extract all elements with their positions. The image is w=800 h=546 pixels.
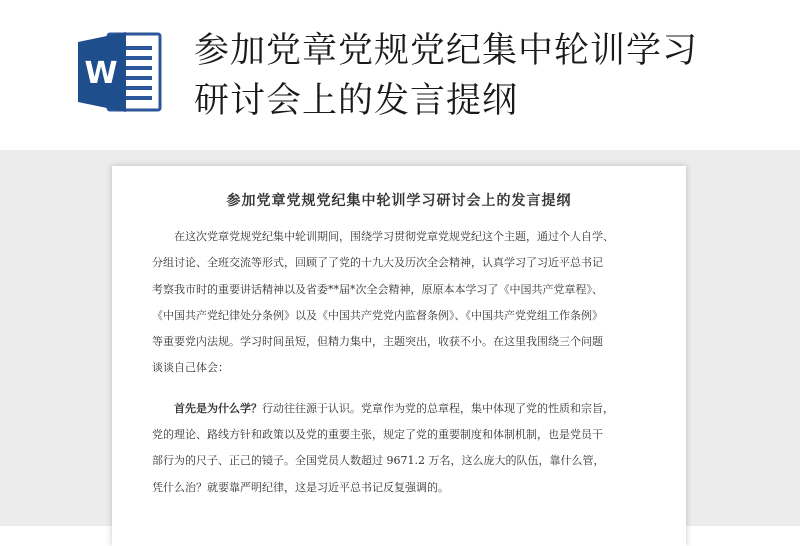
banner-title — [194, 26, 774, 126]
paragraph-line: 部行为的尺子、正己的镜子。全国党员人数超过 9671.2 万名，这么庞大的队伍，靠什么管， — [152, 454, 605, 468]
paragraph-line: 党的理论、路线方针和政策以及党的重要主张，规定了党的重要制度和体制机制，也是党员干 — [152, 428, 603, 442]
paragraph-line: 凭什么治？就要靠严明纪律，这是习近平总书记反复强调的。 — [152, 480, 449, 494]
paragraph-line — [152, 396, 650, 422]
word-document-icon — [76, 30, 164, 114]
document-page — [112, 166, 686, 546]
paragraph-line: 《中国共产党纪律处分条例》以及《中国共产党党内监督条例》、《中国共产党党组工作条例》 — [152, 308, 603, 322]
banner-title-line-2: 研讨会上的发言提纲 — [194, 81, 519, 121]
word-icon-letter: W — [84, 56, 118, 91]
paragraph-line: 考察我市时的重要讲话精神以及省委**届*次全会精神，原原本本学习了《中国共产党章程》、 — [152, 282, 603, 296]
document-heading: 参加党章党规党纪集中轮训学习研讨会上的发言提纲 — [226, 193, 572, 209]
paragraph-2 — [152, 396, 650, 501]
paragraph-line: 在这次党章党规党纪集中轮训期间，围绕学习贯彻党章党规党纪这个主题，通过个人自学、 — [174, 230, 614, 243]
paragraph-line: 等重要党内法规。学习时间虽短，但精力集中，主题突出，收获不小。在这里我围绕三个问题 — [152, 335, 603, 349]
paragraph-lead: 首先是为什么学？ — [174, 401, 262, 415]
paragraph-line: 谈谈自己体会： — [152, 361, 229, 375]
document-body — [152, 224, 650, 501]
paragraph-line: 分组讨论、全班交流等形式，回顾了了党的十九大及历次全会精神，认真学习了习近平总书记 — [152, 256, 603, 270]
paragraph-1 — [152, 224, 650, 382]
paragraph-text: 行动往往源于认识。党章作为党的总章程，集中体现了党的性质和宗旨， — [262, 401, 614, 415]
banner-title-line-1: 参加党章党规党纪集中轮训学习 — [194, 31, 699, 71]
